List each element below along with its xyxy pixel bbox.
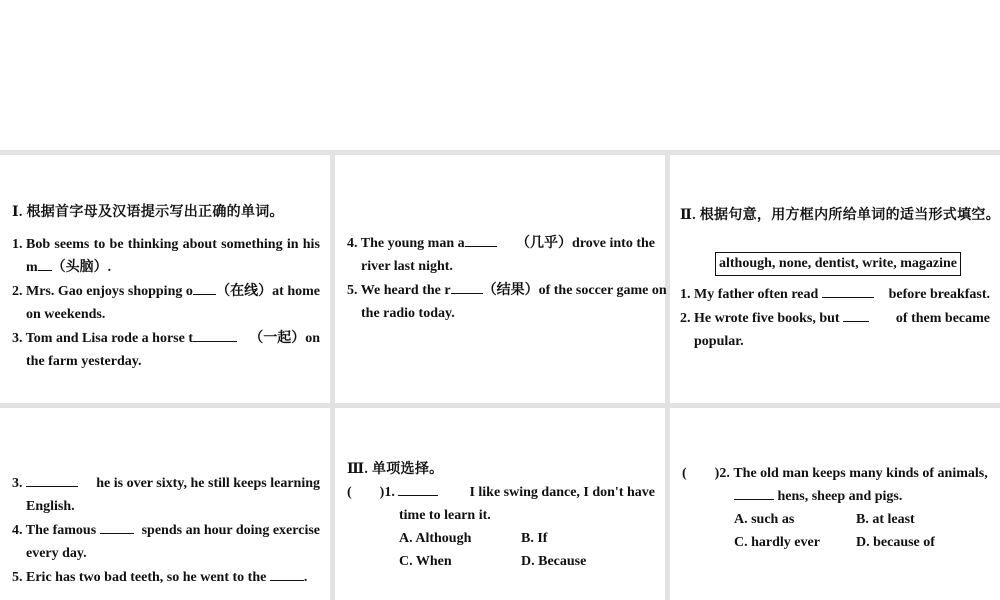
- question-3-1: ( )1. I like swing dance, I don't have time to learn it. A. Although B. If C. When D. Because: [347, 481, 655, 573]
- option-c[interactable]: C. When: [399, 554, 452, 569]
- cell-section2-part1: [670, 155, 1000, 403]
- option-d[interactable]: D. because of: [856, 535, 935, 550]
- answer-blank[interactable]: [38, 256, 52, 271]
- question-1-4: 4. The young man a （几乎）drove into the river last night.: [347, 232, 655, 278]
- question-1-3: 3. Tom and Lisa rode a horse t （一起）on the farm yesterday.: [12, 327, 320, 373]
- cell-section2-part2: [0, 408, 330, 600]
- answer-blank[interactable]: [270, 566, 304, 581]
- answer-blank[interactable]: [26, 472, 78, 487]
- option-b[interactable]: B. If: [521, 531, 548, 546]
- answer-blank[interactable]: [843, 307, 869, 322]
- cell-section3-part2: [670, 408, 1000, 600]
- question-2-2: 2. He wrote five books, but of them became popular.: [680, 307, 990, 353]
- option-c[interactable]: C. hardly ever: [734, 535, 820, 550]
- question-2-5: 5. Eric has two bad teeth, so he went to the .: [12, 566, 320, 589]
- worksheet-grid: [0, 150, 1000, 600]
- option-a[interactable]: A. such as: [734, 512, 795, 527]
- answer-paren[interactable]: ( )2.: [682, 466, 730, 481]
- answer-blank[interactable]: [734, 485, 774, 500]
- section3-heading: Ⅲ. 单项选择。: [347, 462, 444, 477]
- section1-heading: Ⅰ. 根据首字母及汉语提示写出正确的单词。: [12, 205, 284, 220]
- cell-section1-part1: [0, 155, 330, 403]
- question-1-1-line1: 1. Bob seems to be thinking about something in his: [12, 237, 320, 252]
- question-3-2: ( )2. The old man keeps many kinds of animals, hens, sheep and pigs. A. such as B. at least C. hardly ever D. because of: [682, 462, 994, 554]
- question-1-1: [12, 233, 320, 279]
- question-1-1-line2: m （头脑）.: [12, 256, 320, 279]
- word-box: although, none, dentist, write, magazine: [715, 252, 961, 276]
- answer-blank[interactable]: [100, 519, 134, 534]
- cell-section1-part2: [335, 155, 665, 403]
- question-2-4: 4. The famous spends an hour doing exercise every day.: [12, 519, 320, 565]
- question-2-1: 1. My father often read before breakfast.: [680, 283, 990, 306]
- answer-blank[interactable]: [193, 327, 237, 342]
- cell-section3-part1: [335, 408, 665, 600]
- answer-blank[interactable]: [193, 280, 216, 295]
- answer-blank[interactable]: [822, 283, 874, 298]
- section2-heading: Ⅱ. 根据句意，用方框内所给单词的适当形式填空。: [680, 208, 1000, 223]
- answer-blank[interactable]: [451, 279, 483, 294]
- question-1-2: 2. Mrs. Gao enjoys shopping o （在线）at home on weekends.: [12, 280, 320, 326]
- option-a[interactable]: A. Although: [399, 531, 472, 546]
- question-2-3: 3. he is over sixty, he still keeps learning English.: [12, 472, 320, 518]
- answer-blank[interactable]: [465, 232, 497, 247]
- answer-paren[interactable]: ( )1.: [347, 485, 395, 500]
- top-blank-area: [0, 0, 1000, 150]
- question-1-5: 5. We heard the r （结果）of the soccer game on the radio today.: [347, 279, 655, 325]
- option-d[interactable]: D. Because: [521, 554, 587, 569]
- option-b[interactable]: B. at least: [856, 512, 915, 527]
- answer-blank[interactable]: [398, 481, 438, 496]
